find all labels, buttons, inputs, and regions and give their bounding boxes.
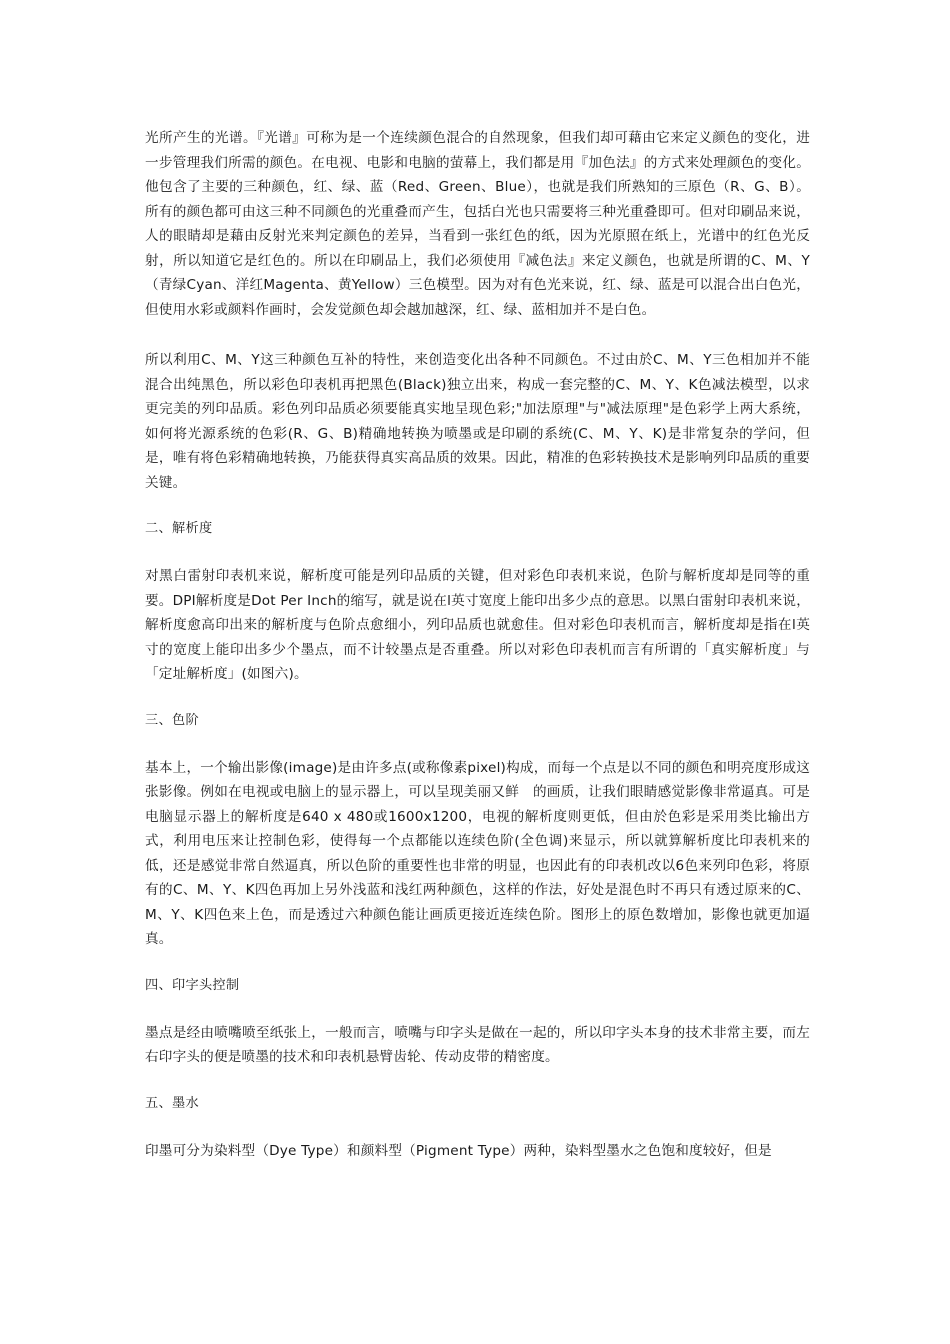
paragraph-ink: 印墨可分为染料型（Dye Type）和颜料型（Pigment Type）两种，染料型墨水之色饱和度较好，但是 [145, 1142, 772, 1159]
paragraph-resolution: 对黑白雷射印表机来说，解析度可能是列印品质的关键，但对彩色印表机来说，色阶与解析度却是同等的重要。DPI解析度是Dot Per Inch的缩写，就是说在l英寸宽度上能印出多少点的意思。以黑白雷射印表机来说，解析度愈高印出来的解析度与色阶点愈细小，列印品质也就愈佳。但对彩色印表机而言，解析度却是指在l英寸的宽度上能印出多少个墨点，而不计较墨点是否重叠。所以对彩色印表机而言有所谓的「真实解析度」与「定址解析度」(如图六)。 [145, 568, 810, 682]
paragraph-color-levels: 基本上，一个输出影像(image)是由许多点(或称像素pixel)构成，而每一个点是以不同的颜色和明亮度形成这张影像。例如在电视或电脑上的显示器上，可以呈现美丽又鲜 的画质，让我们眼睛感觉影像非常逼真。可是电脑显示器上的解析度是640 x 480或1600x1200，电视的解析度则更低，但由於色彩是采用类比输出方式，利用电压来让控制色彩，使得每一个点都能以连续色阶(全色调)来显示，所以就算解析度比印表机来的低，还是感觉非常自然逼真，所以色阶的重要性也非常的明显，也因此有的印表机改以6色来列印色彩，将原有的C、M、Y、K四色再加上另外浅蓝和浅红两种颜色，这样的作法，好处是混色时不再只有透过原来的C、M、Y、K四色来上色，而是透过六种颜色能让画质更接近连续色阶。图形上的原色数增加，影像也就更加逼真。 [145, 759, 810, 947]
paragraph-cmyk: 所以利用C、M、Y这三种颜色互补的特性，来创造变化出各种不同颜色。不过由於C、M、Y三色相加并不能混合出纯黑色，所以彩色印表机再把黑色(Black)独立出来，构成一套完整的C、M、Y、K色减法模型，以求更完美的列印品质。彩色列印品质必须要能真实地呈现色彩;"加法原理"与"减法原理"是色彩学上两大系统，如何将光源系统的色彩(R、G、B)精确地转换为喷墨或是印刷的系统(C、M、Y、K)是非常复杂的学问，但是，唯有将色彩精确地转换，乃能获得真实高品质的效果。因此，精准的色彩转换技术是影响列印品质的重要关键。 [145, 352, 810, 491]
paragraph-spectrum: 光所产生的光谱。『光谱』可称为是一个连续颜色混合的自然现象，但我们却可藉由它来定义颜色的变化，进一步管理我们所需的颜色。在电视、电影和电脑的萤幕上，我们都是用『加色法』的方式来处理颜色的变化。他包含了主要的三种颜色，红、绿、蓝（Red、Green、Blue），也就是我们所熟知的三原色（R、G、B）。所有的颜色都可由这三种不同颜色的光重叠而产生，包括白光也只需要将三种光重叠即可。但对印刷品来说，人的眼睛却是藉由反射光来判定颜色的差异，当看到一张红色的纸，因为光原照在纸上，光谱中的红色光反射，所以知道它是红色的。所以在印刷品上，我们必须使用『减色法』来定义颜色，也就是所谓的C、M、Y（青绿Cyan、洋红Magenta、黄Yellow）三色模型。因为对有色光来说，红、绿、蓝是可以混合出白色光，但使用水彩或颜料作画时，会发觉颜色却会越加越深，红、绿、蓝相加并不是白色。 [145, 130, 810, 318]
heading-ink: 五、墨水 [145, 1095, 199, 1111]
heading-resolution: 二、解析度 [145, 521, 213, 536]
paragraph-print-head: 墨点是经由喷嘴喷至纸张上，一般而言，喷嘴与印字头是做在一起的，所以印字头本身的技术非常主要，而左右印字头的便是喷墨的技术和印表机悬臂齿轮、传动皮带的精密度。 [145, 1024, 810, 1065]
heading-print-head: 四、印字头控制 [145, 977, 240, 993]
heading-color-levels: 三、色阶 [145, 712, 199, 728]
document-page [145, 126, 810, 1163]
